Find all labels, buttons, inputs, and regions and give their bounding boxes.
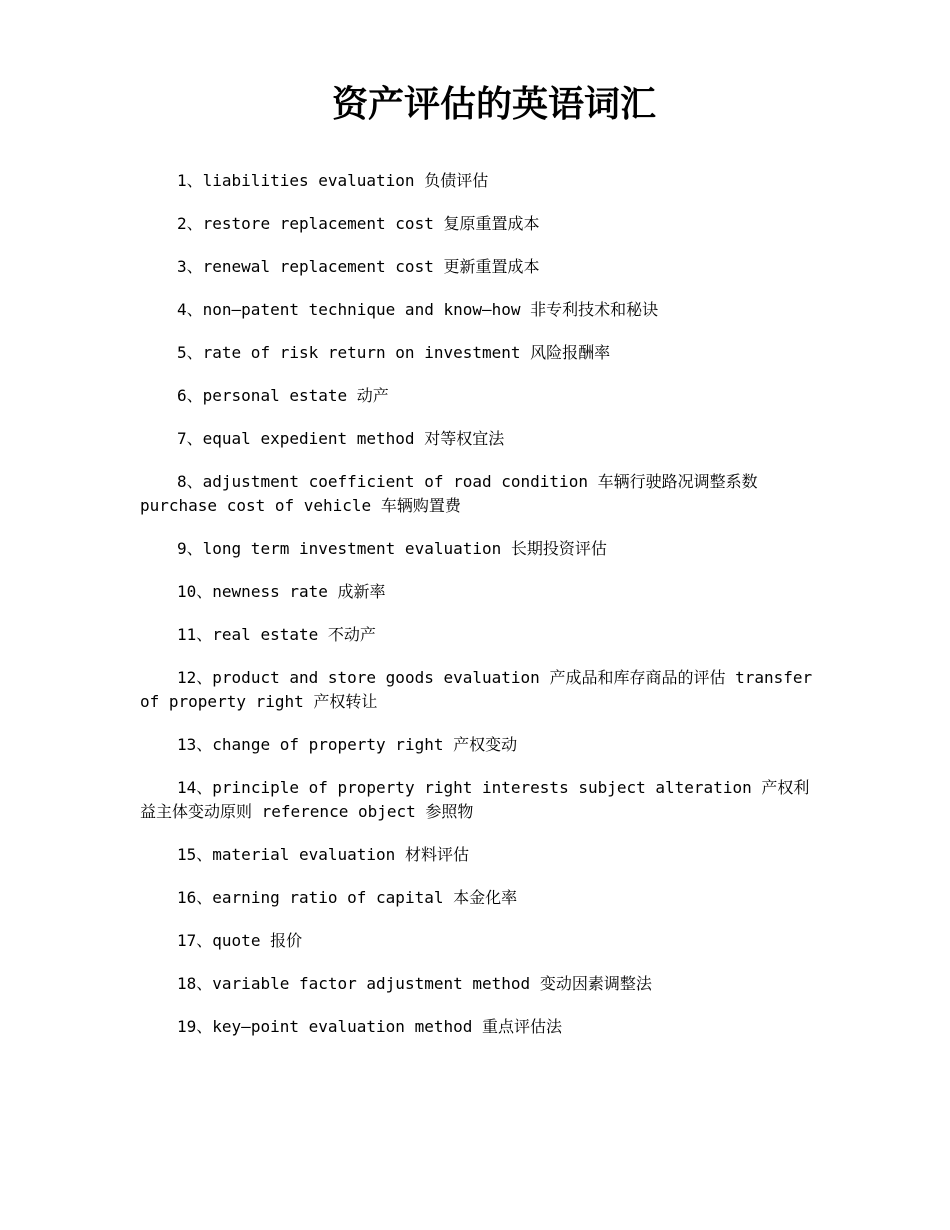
entry-translation: 变动因素调整法 (539, 974, 652, 993)
entry-term: adjustment coefficient of road condition (202, 472, 588, 491)
entry-term: rate of risk return on investment (202, 343, 521, 362)
entry-term: renewal replacement cost (202, 257, 434, 276)
list-item (140, 623, 815, 647)
entry-number: 4、 (177, 300, 203, 319)
entry-translation: 报价 (270, 931, 303, 950)
list-item (140, 580, 815, 604)
entry-number: 19、 (177, 1017, 213, 1036)
entry-translation: 非专利技术和秘诀 (530, 300, 659, 319)
list-item (140, 298, 815, 322)
entry-term: change of property right (212, 735, 444, 754)
entry-term: equal expedient method (202, 429, 415, 448)
list-item (140, 733, 815, 757)
list-item (140, 972, 815, 996)
entry-translation: 更新重置成本 (443, 257, 540, 276)
entry-translation: 对等权宜法 (424, 429, 505, 448)
entry-number: 1、 (177, 171, 203, 190)
entry-translation: 产成品和库存商品的评估 transfer of property right 产权转让 (140, 668, 813, 711)
entry-translation: 长期投资评估 (510, 539, 607, 558)
entry-term: long term investment evaluation (202, 539, 502, 558)
entry-number: 3、 (177, 257, 203, 276)
entry-number: 6、 (177, 386, 203, 405)
entry-term: liabilities evaluation (202, 171, 415, 190)
list-item (140, 212, 815, 236)
list-item (140, 470, 815, 518)
entry-term: real estate (212, 625, 319, 644)
list-item (140, 341, 815, 365)
list-item (140, 384, 815, 408)
entry-translation: 负债评估 (424, 171, 489, 190)
entry-translation: 本金化率 (453, 888, 518, 907)
entry-term: material evaluation (212, 845, 396, 864)
entry-term: quote (212, 931, 261, 950)
entry-number: 10、 (177, 582, 213, 601)
entry-translation: 不动产 (327, 625, 376, 644)
entry-translation: 车辆行驶路况调整系数 purchase cost of vehicle 车辆购置费 (140, 472, 758, 515)
entry-number: 14、 (177, 778, 213, 797)
list-item (140, 427, 815, 451)
entry-number: 17、 (177, 931, 213, 950)
list-item (140, 886, 815, 910)
entry-term: product and store goods evaluation (212, 668, 540, 687)
entry-term: non—patent technique and know—how (202, 300, 521, 319)
entry-number: 5、 (177, 343, 203, 362)
list-item (140, 255, 815, 279)
list-item (140, 169, 815, 193)
entry-number: 9、 (177, 539, 203, 558)
entry-number: 18、 (177, 974, 213, 993)
entry-number: 13、 (177, 735, 213, 754)
entry-term: newness rate (212, 582, 328, 601)
entry-translation: 重点评估法 (482, 1017, 563, 1036)
entry-term: restore replacement cost (202, 214, 434, 233)
entry-number: 12、 (177, 668, 213, 687)
list-item (140, 776, 815, 824)
entry-translation: 材料评估 (404, 845, 469, 864)
page-title: 资产评估的英语词汇 (331, 83, 656, 125)
list-item (140, 537, 815, 561)
entry-term: personal estate (202, 386, 348, 405)
entry-translation: 复原重置成本 (443, 214, 540, 233)
entry-term: variable factor adjustment method (212, 974, 531, 993)
list-item (140, 1015, 815, 1039)
entry-translation: 动产 (356, 386, 389, 405)
entry-term: earning ratio of capital (212, 888, 444, 907)
entry-number: 8、 (177, 472, 203, 491)
list-item (140, 929, 815, 953)
entry-term: principle of property right interests subject alteration (212, 778, 752, 797)
entry-number: 15、 (177, 845, 213, 864)
list-item (140, 666, 815, 714)
entry-number: 16、 (177, 888, 213, 907)
entry-term: key—point evaluation method (212, 1017, 473, 1036)
entry-number: 7、 (177, 429, 203, 448)
entry-translation: 产权变动 (453, 735, 518, 754)
entry-translation: 产权利益主体变动原则 reference object 参照物 (140, 778, 810, 821)
entry-number: 11、 (177, 625, 213, 644)
entry-translation: 成新率 (337, 582, 386, 601)
entry-number: 2、 (177, 214, 203, 233)
list-item (140, 843, 815, 867)
entry-translation: 风险报酬率 (530, 343, 611, 362)
vocabulary-list (140, 169, 815, 1058)
